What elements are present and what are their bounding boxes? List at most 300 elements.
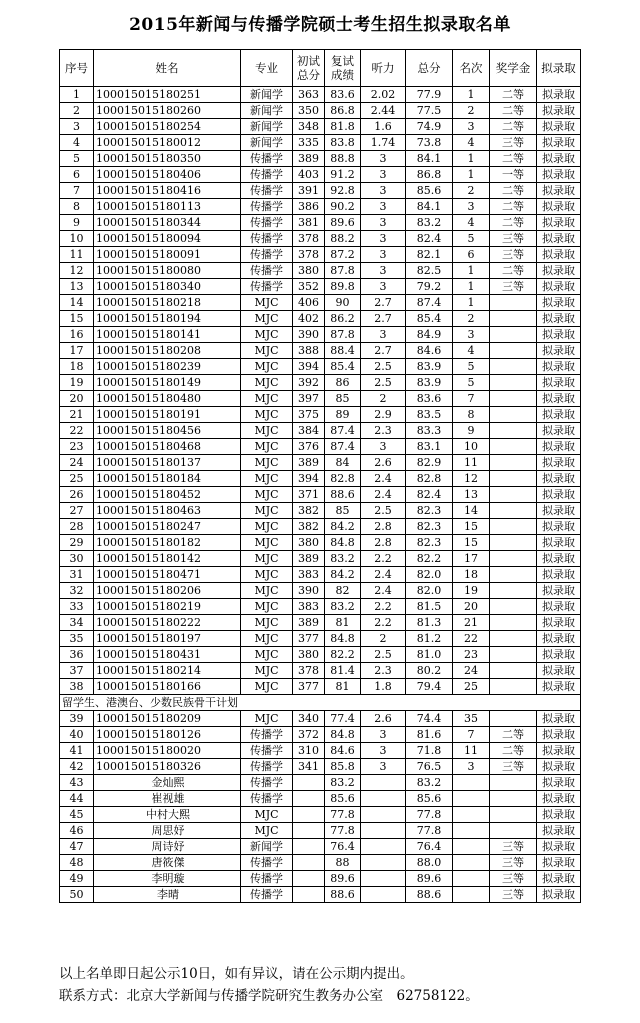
cell-rank: 9 [453,423,490,439]
table-row [60,615,581,631]
cell-rank: 1 [453,167,490,183]
cell-admit: 拟录取 [537,711,581,727]
cell-scholarship [490,599,537,615]
cell-name: 100015015180094 [94,231,241,247]
cell-prelim: 402 [293,311,325,327]
table-row [60,823,581,839]
cell-admit: 拟录取 [537,423,581,439]
cell-listening: 2.3 [361,423,406,439]
cell-prelim [293,791,325,807]
cell-name: 100015015180208 [94,343,241,359]
cell-prelim [293,839,325,855]
cell-admit: 拟录取 [537,375,581,391]
cell-listening: 3 [361,279,406,295]
cell-retest: 81.4 [325,663,361,679]
cell-major: MJC [241,295,293,311]
cell-admit: 拟录取 [537,455,581,471]
cell-scholarship [490,567,537,583]
cell-total: 82.5 [406,263,453,279]
cell-name: 100015015180194 [94,311,241,327]
cell-no: 19 [60,375,94,391]
cell-name: 100015015180254 [94,119,241,135]
cell-no: 29 [60,535,94,551]
cell-prelim: 335 [293,135,325,151]
cell-listening: 3 [361,439,406,455]
cell-retest: 84.6 [325,743,361,759]
cell-rank: 13 [453,487,490,503]
cell-scholarship: 二等 [490,119,537,135]
cell-scholarship [490,327,537,343]
table-row [60,359,581,375]
cell-admit: 拟录取 [537,327,581,343]
cell-listening: 3 [361,727,406,743]
cell-prelim: 380 [293,263,325,279]
cell-no: 33 [60,599,94,615]
cell-rank: 1 [453,279,490,295]
cell-no: 6 [60,167,94,183]
cell-retest: 89 [325,407,361,423]
cell-admit: 拟录取 [537,199,581,215]
cell-no: 34 [60,615,94,631]
cell-retest: 77.4 [325,711,361,727]
cell-retest: 84.8 [325,535,361,551]
cell-major: MJC [241,519,293,535]
cell-total: 77.5 [406,103,453,119]
cell-rank: 3 [453,759,490,775]
cell-scholarship: 三等 [490,135,537,151]
cell-prelim: 380 [293,535,325,551]
cell-total: 82.4 [406,487,453,503]
cell-major: MJC [241,663,293,679]
cell-no: 20 [60,391,94,407]
cell-major: MJC [241,647,293,663]
cell-no: 24 [60,455,94,471]
cell-retest: 87.8 [325,327,361,343]
cell-listening [361,791,406,807]
table-body-special [60,711,581,903]
cell-name: 100015015180350 [94,151,241,167]
table-row [60,247,581,263]
cell-listening: 3 [361,199,406,215]
cell-total: 80.2 [406,663,453,679]
cell-major: 传播学 [241,887,293,903]
cell-scholarship: 三等 [490,279,537,295]
table-row [60,199,581,215]
cell-admit: 拟录取 [537,135,581,151]
cell-rank: 10 [453,439,490,455]
table-row [60,375,581,391]
cell-no: 32 [60,583,94,599]
cell-no: 47 [60,839,94,855]
cell-prelim: 378 [293,663,325,679]
cell-scholarship [490,391,537,407]
cell-no: 43 [60,775,94,791]
cell-major: MJC [241,359,293,375]
cell-major: MJC [241,807,293,823]
header-row [60,50,581,87]
cell-scholarship [490,823,537,839]
cell-prelim: 384 [293,423,325,439]
table-row [60,439,581,455]
cell-admit: 拟录取 [537,263,581,279]
cell-major: 传播学 [241,247,293,263]
cell-name: 100015015180222 [94,615,241,631]
cell-listening: 3 [361,183,406,199]
table-row [60,327,581,343]
cell-scholarship [490,551,537,567]
cell-scholarship [490,343,537,359]
footer-contact: 联系方式：北京大学新闻与传播学院研究生教务办公室 62758122。 [59,988,479,1004]
cell-admit: 拟录取 [537,791,581,807]
cell-rank [453,791,490,807]
cell-retest: 85.8 [325,759,361,775]
cell-major: MJC [241,311,293,327]
cell-total: 83.2 [406,775,453,791]
cell-listening [361,887,406,903]
cell-name: 周诗妤 [94,839,241,855]
cell-name: 100015015180326 [94,759,241,775]
header-listening: 听力 [361,50,406,87]
cell-retest: 88.6 [325,487,361,503]
cell-prelim: 350 [293,103,325,119]
cell-name: 100015015180452 [94,487,241,503]
cell-listening: 2.44 [361,103,406,119]
cell-retest: 89.6 [325,215,361,231]
cell-admit: 拟录取 [537,343,581,359]
cell-rank: 2 [453,311,490,327]
cell-name: 100015015180344 [94,215,241,231]
header-admit: 拟录取 [537,50,581,87]
header-scholarship: 奖学金 [490,50,537,87]
cell-scholarship: 二等 [490,727,537,743]
cell-major: MJC [241,471,293,487]
cell-total: 84.1 [406,151,453,167]
cell-rank: 4 [453,215,490,231]
cell-no: 50 [60,887,94,903]
cell-scholarship [490,503,537,519]
cell-scholarship: 二等 [490,103,537,119]
cell-no: 8 [60,199,94,215]
cell-admit: 拟录取 [537,119,581,135]
table-row [60,791,581,807]
cell-scholarship: 三等 [490,871,537,887]
cell-total: 85.6 [406,183,453,199]
cell-major: 传播学 [241,871,293,887]
cell-retest: 88.6 [325,887,361,903]
table-row [60,567,581,583]
cell-name: 100015015180091 [94,247,241,263]
cell-prelim: 375 [293,407,325,423]
cell-name: 100015015180182 [94,535,241,551]
cell-admit: 拟录取 [537,167,581,183]
cell-total: 83.3 [406,423,453,439]
cell-scholarship: 二等 [490,263,537,279]
cell-prelim: 386 [293,199,325,215]
cell-scholarship [490,775,537,791]
cell-total: 85.6 [406,791,453,807]
table-row [60,423,581,439]
cell-admit: 拟录取 [537,823,581,839]
cell-name: 100015015180431 [94,647,241,663]
cell-major: 传播学 [241,791,293,807]
cell-no: 42 [60,759,94,775]
cell-total: 88.0 [406,855,453,871]
cell-name: 100015015180247 [94,519,241,535]
cell-rank: 2 [453,183,490,199]
cell-prelim: 394 [293,471,325,487]
cell-major: 传播学 [241,775,293,791]
cell-rank [453,871,490,887]
cell-major: 传播学 [241,199,293,215]
cell-name: 100015015180468 [94,439,241,455]
cell-admit: 拟录取 [537,359,581,375]
table-row [60,711,581,727]
cell-no: 26 [60,487,94,503]
table-row [60,599,581,615]
cell-prelim: 394 [293,359,325,375]
cell-admit: 拟录取 [537,535,581,551]
cell-admit: 拟录取 [537,887,581,903]
cell-admit: 拟录取 [537,183,581,199]
cell-listening: 3 [361,231,406,247]
cell-listening: 2.5 [361,359,406,375]
cell-scholarship [490,375,537,391]
cell-rank: 1 [453,87,490,103]
header-rank: 名次 [453,50,490,87]
cell-total: 82.3 [406,503,453,519]
cell-scholarship: 二等 [490,87,537,103]
cell-retest: 88.2 [325,231,361,247]
table-row [60,759,581,775]
cell-major: MJC [241,407,293,423]
cell-listening: 1.6 [361,119,406,135]
cell-major: 传播学 [241,263,293,279]
cell-listening: 2.2 [361,615,406,631]
cell-rank [453,887,490,903]
cell-name: 100015015180456 [94,423,241,439]
cell-name: 李晴 [94,887,241,903]
cell-total: 81.6 [406,727,453,743]
cell-retest: 83.2 [325,775,361,791]
cell-no: 13 [60,279,94,295]
cell-major: 新闻学 [241,839,293,855]
header-prelim [293,50,325,87]
cell-listening: 2.5 [361,647,406,663]
cell-prelim: 403 [293,167,325,183]
cell-total: 83.9 [406,359,453,375]
cell-name: 100015015180012 [94,135,241,151]
cell-scholarship [490,407,537,423]
cell-prelim: 377 [293,679,325,695]
cell-scholarship: 三等 [490,839,537,855]
cell-prelim: 389 [293,551,325,567]
cell-total: 82.3 [406,535,453,551]
cell-rank: 19 [453,583,490,599]
cell-no: 35 [60,631,94,647]
cell-listening: 2.7 [361,343,406,359]
footer-notice: 以上名单即日起公示10日，如有异议，请在公示期内提出。 [59,966,414,982]
cell-rank [453,855,490,871]
cell-total: 82.0 [406,567,453,583]
cell-retest: 76.4 [325,839,361,855]
cell-listening: 2.8 [361,519,406,535]
cell-name: 100015015180184 [94,471,241,487]
cell-total: 84.6 [406,343,453,359]
cell-rank: 1 [453,151,490,167]
cell-scholarship [490,583,537,599]
cell-no: 14 [60,295,94,311]
cell-major: 传播学 [241,727,293,743]
cell-name: 100015015180142 [94,551,241,567]
table-row [60,151,581,167]
cell-name: 100015015180206 [94,583,241,599]
cell-retest: 86.8 [325,103,361,119]
cell-listening: 2.7 [361,311,406,327]
cell-retest: 87.4 [325,423,361,439]
cell-no: 22 [60,423,94,439]
cell-retest: 83.6 [325,87,361,103]
cell-name: 100015015180149 [94,375,241,391]
cell-admit: 拟录取 [537,759,581,775]
table-row [60,295,581,311]
cell-major: MJC [241,599,293,615]
cell-scholarship: 三等 [490,855,537,871]
cell-admit: 拟录取 [537,551,581,567]
cell-scholarship [490,631,537,647]
cell-rank: 21 [453,615,490,631]
cell-retest: 89.8 [325,279,361,295]
cell-admit: 拟录取 [537,631,581,647]
cell-total: 81.5 [406,599,453,615]
cell-admit: 拟录取 [537,855,581,871]
cell-prelim [293,807,325,823]
cell-admit: 拟录取 [537,311,581,327]
cell-listening: 3 [361,759,406,775]
cell-admit: 拟录取 [537,87,581,103]
cell-retest: 85.4 [325,359,361,375]
cell-scholarship [490,791,537,807]
cell-no: 39 [60,711,94,727]
cell-major: MJC [241,343,293,359]
cell-total: 82.3 [406,519,453,535]
cell-retest: 87.2 [325,247,361,263]
table-row [60,583,581,599]
cell-prelim: 390 [293,583,325,599]
cell-listening [361,823,406,839]
cell-admit: 拟录取 [537,215,581,231]
cell-major: MJC [241,679,293,695]
cell-listening: 2.4 [361,583,406,599]
cell-no: 41 [60,743,94,759]
table-row [60,87,581,103]
cell-scholarship [490,647,537,663]
cell-listening: 1.74 [361,135,406,151]
cell-name: 100015015180406 [94,167,241,183]
table-row [60,743,581,759]
cell-name: 100015015180113 [94,199,241,215]
cell-retest: 83.8 [325,135,361,151]
cell-rank: 3 [453,199,490,215]
cell-admit: 拟录取 [537,663,581,679]
cell-name: 100015015180141 [94,327,241,343]
cell-retest: 83.2 [325,551,361,567]
cell-prelim: 389 [293,615,325,631]
cell-retest: 87.8 [325,263,361,279]
table-row [60,215,581,231]
cell-no: 12 [60,263,94,279]
cell-total: 81.0 [406,647,453,663]
cell-rank: 5 [453,375,490,391]
cell-admit: 拟录取 [537,839,581,855]
cell-prelim: 381 [293,215,325,231]
cell-no: 17 [60,343,94,359]
cell-listening: 2.4 [361,471,406,487]
cell-listening: 2.5 [361,375,406,391]
cell-prelim: 397 [293,391,325,407]
cell-listening: 3 [361,167,406,183]
cell-admit: 拟录取 [537,151,581,167]
cell-admit: 拟录取 [537,647,581,663]
cell-listening: 2.7 [361,295,406,311]
header-total: 总分 [406,50,453,87]
cell-prelim: 383 [293,567,325,583]
cell-admit: 拟录取 [537,471,581,487]
cell-name: 100015015180340 [94,279,241,295]
cell-scholarship: 三等 [490,887,537,903]
cell-admit: 拟录取 [537,487,581,503]
cell-rank [453,807,490,823]
cell-major: MJC [241,823,293,839]
cell-major: MJC [241,391,293,407]
cell-name: 100015015180219 [94,599,241,615]
cell-rank: 35 [453,711,490,727]
table-row [60,407,581,423]
cell-name: 100015015180126 [94,727,241,743]
cell-prelim: 377 [293,631,325,647]
cell-major: 传播学 [241,231,293,247]
cell-listening: 2.8 [361,535,406,551]
cell-retest: 85 [325,391,361,407]
cell-listening: 2.6 [361,455,406,471]
cell-major: 传播学 [241,743,293,759]
cell-admit: 拟录取 [537,503,581,519]
table-row [60,487,581,503]
header-retest-line1: 复试 [331,54,354,68]
cell-prelim: 310 [293,743,325,759]
cell-total: 81.2 [406,631,453,647]
cell-retest: 86.2 [325,311,361,327]
cell-admit: 拟录取 [537,231,581,247]
cell-prelim: 392 [293,375,325,391]
cell-prelim: 389 [293,455,325,471]
cell-listening [361,871,406,887]
cell-major: MJC [241,327,293,343]
cell-rank: 4 [453,135,490,151]
cell-scholarship [490,535,537,551]
cell-no: 46 [60,823,94,839]
cell-retest: 90.2 [325,199,361,215]
cell-prelim: 341 [293,759,325,775]
table-row [60,807,581,823]
cell-scholarship: 二等 [490,183,537,199]
cell-admit: 拟录取 [537,103,581,119]
cell-listening: 2.9 [361,407,406,423]
cell-no: 28 [60,519,94,535]
admission-table [59,49,581,903]
cell-rank: 15 [453,535,490,551]
cell-prelim: 391 [293,183,325,199]
table-row [60,311,581,327]
